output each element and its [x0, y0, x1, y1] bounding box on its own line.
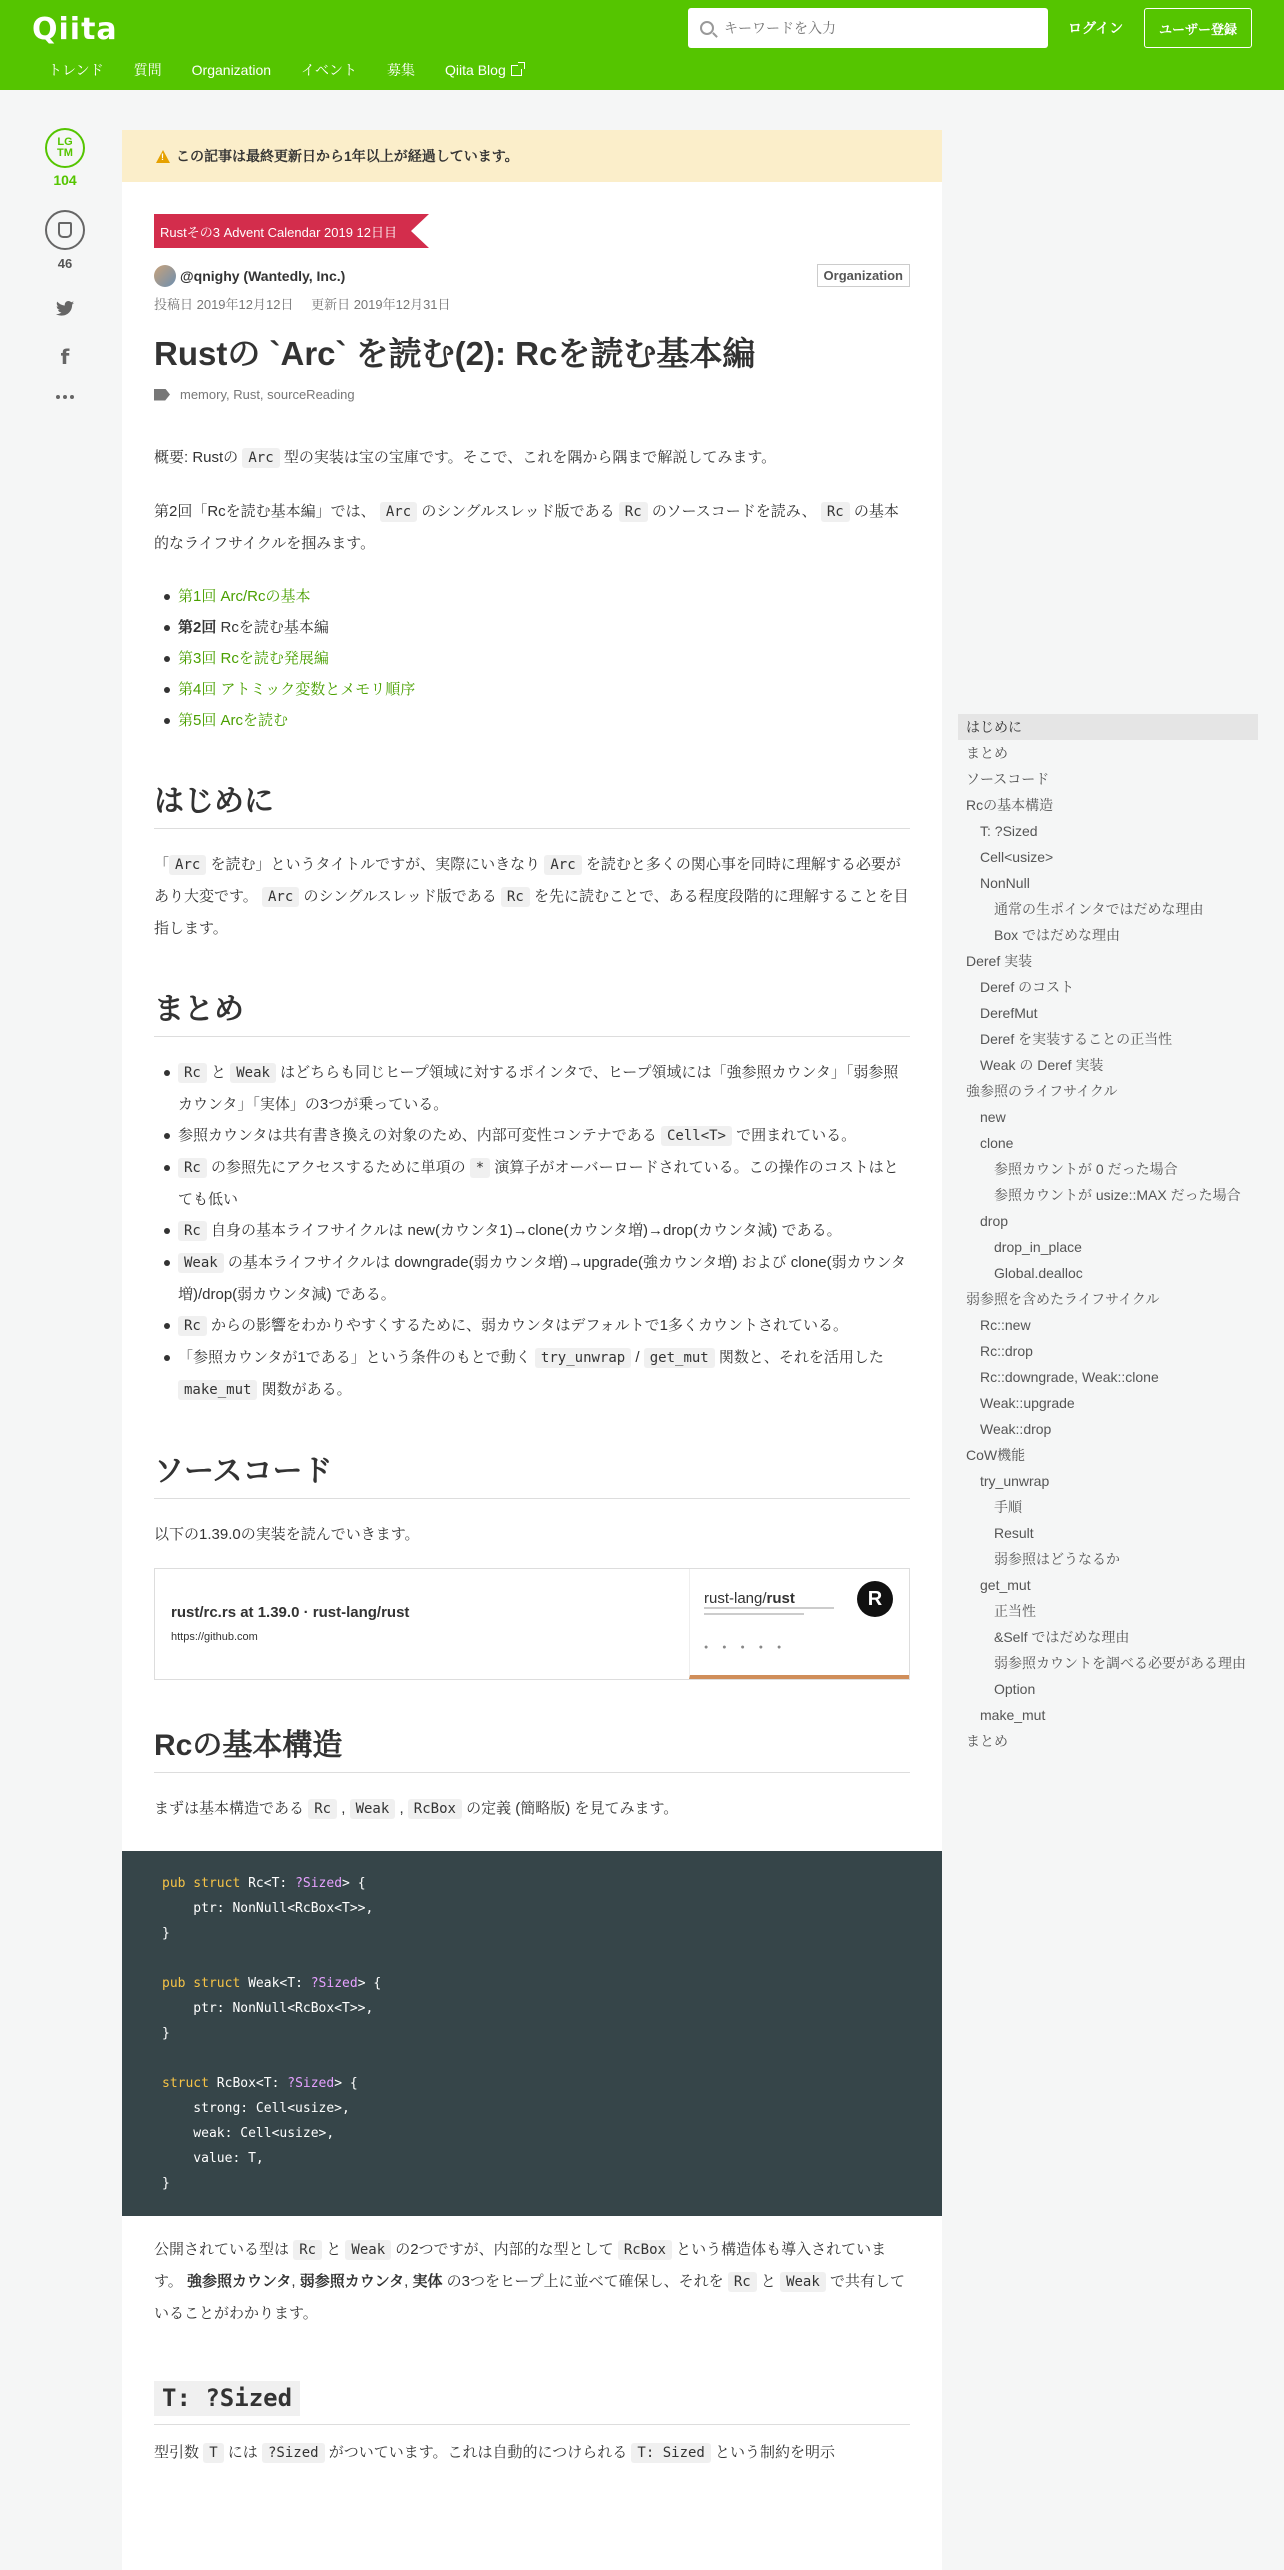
toc-item[interactable]: まとめ — [966, 745, 1008, 761]
tag-list — [154, 387, 910, 402]
twitter-share-icon[interactable] — [55, 299, 75, 317]
toc-item[interactable]: clone — [980, 1135, 1014, 1151]
nav-organization[interactable]: Organization — [191, 62, 272, 78]
list-item: Rc からの影響をわかりやすくするために、弱カウンタはデフォルトで1多くカウントされている。 — [178, 1310, 910, 1342]
global-nav — [48, 60, 522, 80]
toc-item[interactable]: drop_in_place — [994, 1239, 1082, 1255]
toc-item[interactable]: Rcの基本構造 — [966, 797, 1054, 813]
toc-item[interactable]: drop — [980, 1213, 1009, 1229]
updated-date: 更新日 2019年12月31日 — [311, 297, 451, 312]
qiita-logo[interactable]: Qiita — [32, 12, 118, 47]
search-input[interactable] — [724, 20, 1024, 36]
tags-text[interactable]: memory, Rust, sourceReading — [180, 387, 355, 402]
card-title: rust/rc.rs at 1.39.0 · rust-lang/rust — [171, 1604, 410, 1621]
intro-paragraph-1: 概要: Rustの Arc 型の実装は宝の宝庫です。そこで、これを隅から隅まで解説してみます。 — [154, 449, 777, 466]
toc-item[interactable]: Option — [994, 1681, 1036, 1697]
toc-item[interactable]: Rc::downgrade, Weak::clone — [980, 1369, 1159, 1385]
toc-item[interactable]: Deref 実装 — [966, 953, 1033, 969]
series-item-current: 第2回 Rcを読む基本編 — [178, 612, 910, 643]
toc-item[interactable]: Rc::new — [980, 1317, 1031, 1333]
toc-item[interactable]: Weak::drop — [980, 1421, 1052, 1437]
list-item: Rc の参照先にアクセスするために単項の * 演算子がオーバーロードされている。この操作のコストはとても低い — [178, 1152, 910, 1215]
code-block: pub struct Rc<T: ?Sized> { ptr: NonNull<RcBox<T>>, } pub struct Weak<T: ?Sized> { ptr: NonNull<RcBox<T>>, } struct RcBox<T: ?Sized> { strong: Cell<usize>, weak: Cell<usize>, value: T, } — [122, 1851, 942, 2216]
source-paragraph: 以下の1.39.0の実装を読んでいきます。 — [154, 1526, 420, 1543]
advent-calendar-badge[interactable]: Rustその3 Advent Calendar 2019 12日目 — [154, 214, 411, 248]
toc-item[interactable]: DerefMut — [980, 1005, 1038, 1021]
series-item[interactable]: 第1回 Arc/Rcの基本 — [178, 581, 910, 612]
toc-item[interactable]: 弱参照カウントを調べる必要がある理由 — [994, 1655, 1246, 1671]
sized-paragraph: 型引数 T には ?Sized がついています。これは自動的につけられる T: Sized という制約を明示 — [154, 2444, 836, 2461]
stock-count: 46 — [57, 256, 73, 271]
list-item: 「参照カウンタが1である」という条件のもとで動く try_unwrap / get_mut 関数と、それを活用した make_mut 関数がある。 — [178, 1342, 910, 1406]
toc-item[interactable]: &Self ではだめな理由 — [994, 1629, 1130, 1645]
summary-list — [178, 1057, 910, 1406]
toc-item[interactable]: 参照カウントが usize::MAX だった場合 — [994, 1187, 1241, 1203]
heading-source-code: ソースコード — [154, 1452, 910, 1499]
stock-button[interactable] — [45, 210, 85, 250]
toc-item[interactable]: 弱参照はどうなるか — [994, 1551, 1120, 1567]
toc-item[interactable]: CoW機能 — [966, 1447, 1026, 1463]
toc-item[interactable]: NonNull — [980, 875, 1030, 891]
structure-explanation: 公開されている型は Rc と Weak の2つですが、内部的な型として RcBox という構造体も導入されています。 強参照カウンタ, 弱参照カウンタ, 実体 の3つをヒープ上に並べて確保し、それを Rc と Weak で共有していることがわかります。 — [154, 2241, 905, 2322]
toc-item[interactable]: Box ではだめな理由 — [994, 927, 1121, 943]
external-link-icon — [511, 65, 522, 76]
series-item[interactable]: 第3回 Rcを読む発展編 — [178, 643, 910, 674]
article-body — [154, 442, 910, 2469]
lgtm-icon: LG TM — [57, 136, 73, 159]
stock-icon — [58, 222, 72, 238]
github-link-card[interactable] — [154, 1568, 910, 1680]
toc-item[interactable]: Weak::upgrade — [980, 1395, 1075, 1411]
series-item[interactable]: 第5回 Arcを読む — [178, 705, 910, 736]
toc-item[interactable]: Rc::drop — [980, 1343, 1033, 1359]
nav-qiita-blog[interactable] — [445, 60, 522, 80]
signup-button[interactable]: ユーザー登録 — [1144, 8, 1252, 48]
lgtm-count: 104 — [53, 172, 77, 188]
warning-icon — [156, 150, 170, 163]
toc-item[interactable]: Result — [994, 1525, 1034, 1541]
structure-paragraph: まずは基本構造である Rc , Weak , RcBox の定義 (簡略版) を見てみます。 — [154, 1800, 679, 1817]
heading-summary: まとめ — [154, 990, 910, 1037]
toc-item[interactable]: 正当性 — [994, 1603, 1036, 1619]
search-icon — [700, 21, 714, 35]
posted-date: 投稿日 2019年12月12日 — [154, 297, 294, 312]
card-url: https://github.com — [171, 1631, 258, 1643]
toc-item[interactable]: Deref を実装することの正当性 — [980, 1031, 1173, 1047]
article-actions — [40, 128, 90, 399]
toc-item[interactable]: T: ?Sized — [980, 823, 1038, 839]
more-options-icon[interactable] — [56, 395, 74, 399]
list-item: Rc と Weak はどちらも同じヒープ領域に対するポインタで、ヒープ領域には「強参照カウンタ」「弱参照カウンタ」「実体」の3つが乗っている。 — [178, 1057, 910, 1120]
outdated-notice — [122, 130, 942, 182]
search-box[interactable] — [688, 8, 1048, 48]
site-header — [0, 0, 1284, 90]
introduction-paragraph: 「 Arc を読む」というタイトルですが、実際にいきなり Arc を読むと多くの関心事を同時に理解する必要があり大変です。 Arc のシングルスレッド版である Rc を先に読むことで、ある程度段階的に理解することを目指します。 — [154, 856, 909, 937]
login-link[interactable]: ログイン — [1068, 20, 1124, 36]
toc-item[interactable]: 弱参照を含めたライフサイクル — [966, 1291, 1160, 1307]
toc-item[interactable]: Deref のコスト — [980, 979, 1075, 995]
toc-item[interactable]: Cell<usize> — [980, 849, 1054, 865]
toc-item[interactable]: Global.dealloc — [994, 1265, 1083, 1281]
toc-item[interactable]: まとめ — [966, 1733, 1008, 1749]
lgtm-button[interactable] — [45, 128, 85, 168]
list-item: Weak の基本ライフサイクルは downgrade(弱カウンタ増)→upgrade(強カウンタ増) および clone(弱カウンタ増)/drop(弱カウンタ減) である。 — [178, 1247, 910, 1310]
nav-qiita-blog-label: Qiita Blog — [445, 62, 506, 78]
article — [122, 130, 942, 2570]
nav-events[interactable]: イベント — [301, 62, 358, 78]
toc-item[interactable]: new — [980, 1109, 1006, 1125]
list-item: Rc 自身の基本ライフサイクルは new(カウンタ1)→clone(カウンタ増)→drop(カウンタ減) である。 — [178, 1215, 910, 1247]
heading-t-sized: T: ?Sized — [154, 2381, 300, 2416]
toc-item[interactable]: make_mut — [980, 1707, 1046, 1723]
toc-item[interactable]: ソースコード — [966, 771, 1050, 787]
rust-logo-icon: R — [857, 1581, 893, 1617]
heading-basic-structure: Rcの基本構造 — [154, 1726, 910, 1773]
author-avatar[interactable] — [154, 265, 176, 287]
facebook-share-icon[interactable]: f — [60, 345, 70, 369]
nav-questions[interactable]: 質問 — [133, 62, 162, 78]
nav-trend[interactable]: トレンド — [48, 62, 104, 78]
toc-item[interactable]: 手順 — [994, 1499, 1022, 1515]
card-thumbnail: rust-lang/rust R ● ● ● ● ● — [689, 1569, 909, 1679]
toc-item[interactable]: get_mut — [980, 1577, 1031, 1593]
toc-item[interactable]: Weak の Deref 実装 — [980, 1057, 1104, 1073]
notice-text: この記事は最終更新日から1年以上が経過しています。 — [176, 148, 519, 164]
article-dates — [154, 294, 910, 313]
toc-item[interactable]: 通常の生ポインタではだめな理由 — [994, 901, 1204, 917]
series-list — [178, 581, 910, 736]
nav-recruit[interactable]: 募集 — [387, 62, 416, 78]
toc-item[interactable]: try_unwrap — [980, 1473, 1050, 1489]
tag-icon — [154, 389, 170, 401]
author-name[interactable]: @qnighy (Wantedly, Inc.) — [180, 268, 346, 284]
toc-item[interactable]: 参照カウントが 0 だった場合 — [994, 1161, 1178, 1177]
table-of-contents — [958, 714, 1258, 1754]
organization-badge[interactable]: Organization — [817, 264, 910, 287]
toc-item[interactable]: はじめに — [958, 714, 1258, 740]
intro-paragraph-2: 第2回「Rcを読む基本編」では、 Arc のシングルスレッド版である Rc のソースコードを読み、 Rc の基本的なライフサイクルを掴みます。 — [154, 503, 899, 552]
article-title: Rustの `Arc` を読む(2): Rcを読む基本編 — [154, 335, 756, 372]
series-item[interactable]: 第4回 アトミック変数とメモリ順序 — [178, 674, 910, 705]
heading-introduction: はじめに — [154, 782, 910, 829]
toc-item[interactable]: 強参照のライフサイクル — [966, 1083, 1118, 1099]
list-item: 参照カウンタは共有書き換えの対象のため、内部可変性コンテナである Cell<T> で囲まれている。 — [178, 1120, 910, 1152]
